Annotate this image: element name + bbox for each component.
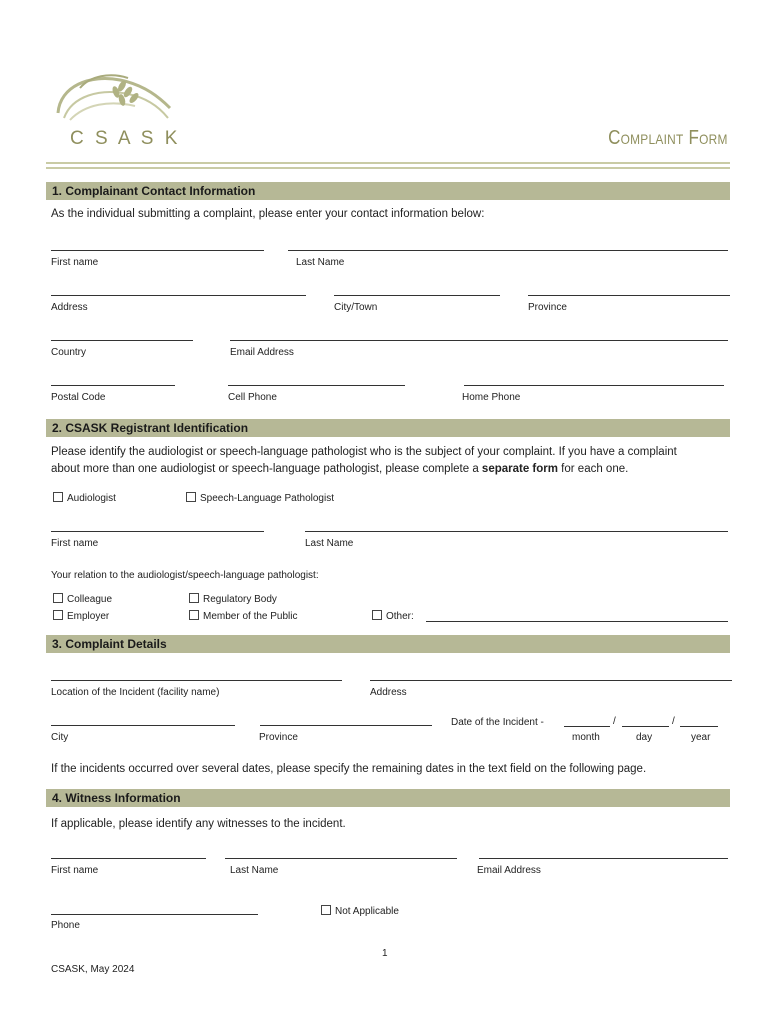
witness-email-label: Email Address — [477, 865, 541, 876]
not-applicable-label: Not Applicable — [335, 906, 399, 917]
regulatory-body-option[interactable] — [189, 593, 277, 605]
date-slash-1: / — [613, 716, 616, 727]
checkbox-icon[interactable] — [53, 492, 63, 502]
postal-code-field[interactable] — [51, 385, 175, 386]
first-name-label: First name — [51, 257, 99, 268]
witness-phone-label: Phone — [51, 920, 80, 931]
intro-line2-end: for each one. — [557, 463, 629, 475]
slp-label: Speech-Language Pathologist — [200, 493, 334, 504]
section-1-heading: 1. Complainant Contact Information — [46, 182, 730, 200]
intro-line2-start: about more than one audiologist or speech-language pathologist, please complete a — [51, 463, 482, 475]
witness-first-name-label: First name — [51, 865, 99, 876]
incident-province-label: Province — [259, 732, 298, 743]
home-phone-label: Home Phone — [462, 392, 521, 403]
checkbox-icon[interactable] — [189, 610, 199, 620]
registrant-last-name-field[interactable] — [305, 531, 728, 532]
section-1-intro: As the individual submitting a complaint, please enter your contact information below: — [51, 208, 485, 220]
witness-last-name-field[interactable] — [225, 858, 457, 859]
page-number: 1 — [382, 948, 388, 959]
year-field[interactable] — [680, 726, 718, 727]
not-applicable-option[interactable] — [321, 905, 399, 917]
date-label: Date of the Incident - — [451, 717, 544, 728]
province-field[interactable] — [528, 295, 730, 296]
incident-address-field[interactable] — [370, 680, 732, 681]
address-label: Address — [51, 302, 88, 313]
witness-first-name-field[interactable] — [51, 858, 206, 859]
witness-phone-field[interactable] — [51, 914, 258, 915]
last-name-field[interactable] — [288, 250, 728, 251]
header-rule-top — [46, 162, 730, 164]
address-field[interactable] — [51, 295, 306, 296]
colleague-option[interactable] — [53, 593, 112, 605]
checkbox-icon[interactable] — [53, 593, 63, 603]
form-title: Complaint Form — [608, 127, 728, 149]
member-of-public-label: Member of the Public — [203, 611, 298, 622]
wheat-swirl-icon — [50, 68, 180, 128]
location-field[interactable] — [51, 680, 342, 681]
registrant-first-name-field[interactable] — [51, 531, 264, 532]
member-of-public-option[interactable] — [189, 610, 298, 622]
audiologist-label: Audiologist — [67, 493, 116, 504]
year-label: year — [691, 732, 711, 743]
incident-city-label: City — [51, 732, 69, 743]
email-label: Email Address — [230, 347, 294, 358]
registrant-last-name-label: Last Name — [305, 538, 354, 549]
incident-city-field[interactable] — [51, 725, 235, 726]
registrant-first-name-label: First name — [51, 538, 99, 549]
section-2-intro-line1: Please identify the audiologist or speech-language pathologist who is the subject of your complaint. If you have a complaint — [51, 446, 677, 458]
witness-last-name-label: Last Name — [230, 865, 279, 876]
slp-option[interactable] — [186, 492, 334, 504]
city-label: City/Town — [334, 302, 378, 313]
relation-prompt: Your relation to the audiologist/speech-language pathologist: — [51, 570, 319, 581]
regulatory-body-label: Regulatory Body — [203, 594, 277, 605]
month-field[interactable] — [564, 726, 610, 727]
logo-text: C S A S K — [70, 128, 181, 149]
multiple-dates-note: If the incidents occurred over several dates, please specify the remaining dates in the text field on the following page. — [51, 763, 647, 775]
cell-phone-label: Cell Phone — [228, 392, 277, 403]
checkbox-icon[interactable] — [189, 593, 199, 603]
date-slash-2: / — [672, 716, 675, 727]
employer-option[interactable] — [53, 610, 109, 622]
section-2-heading: 2. CSASK Registrant Identification — [46, 419, 730, 437]
other-label: Other: — [386, 611, 414, 622]
home-phone-field[interactable] — [464, 385, 724, 386]
section-4-intro: If applicable, please identify any witnesses to the incident. — [51, 818, 346, 830]
footer-org-date: CSASK, May 2024 — [51, 964, 135, 975]
province-label: Province — [528, 302, 567, 313]
employer-label: Employer — [67, 611, 110, 622]
postal-code-label: Postal Code — [51, 392, 106, 403]
csask-logo — [50, 68, 180, 158]
header-rule-bottom — [46, 167, 730, 169]
other-field[interactable] — [426, 621, 728, 622]
section-4-heading: 4. Witness Information — [46, 789, 730, 807]
separate-form-emphasis: separate form — [481, 463, 558, 475]
other-option[interactable] — [372, 610, 414, 622]
incident-address-label: Address — [370, 687, 407, 698]
day-field[interactable] — [622, 726, 669, 727]
checkbox-icon[interactable] — [53, 610, 63, 620]
location-label: Location of the Incident (facility name) — [51, 687, 220, 698]
day-label: day — [636, 732, 653, 743]
city-field[interactable] — [334, 295, 500, 296]
checkbox-icon[interactable] — [186, 492, 196, 502]
audiologist-option[interactable] — [53, 492, 116, 504]
section-2-intro-line2 — [51, 463, 628, 475]
checkbox-icon[interactable] — [372, 610, 382, 620]
incident-province-field[interactable] — [260, 725, 432, 726]
first-name-field[interactable] — [51, 250, 264, 251]
colleague-label: Colleague — [67, 594, 113, 605]
month-label: month — [572, 732, 600, 743]
cell-phone-field[interactable] — [228, 385, 405, 386]
checkbox-icon[interactable] — [321, 905, 331, 915]
section-3-heading: 3. Complaint Details — [46, 635, 730, 653]
email-field[interactable] — [230, 340, 728, 341]
witness-email-field[interactable] — [479, 858, 728, 859]
country-label: Country — [51, 347, 87, 358]
country-field[interactable] — [51, 340, 193, 341]
last-name-label: Last Name — [296, 257, 345, 268]
